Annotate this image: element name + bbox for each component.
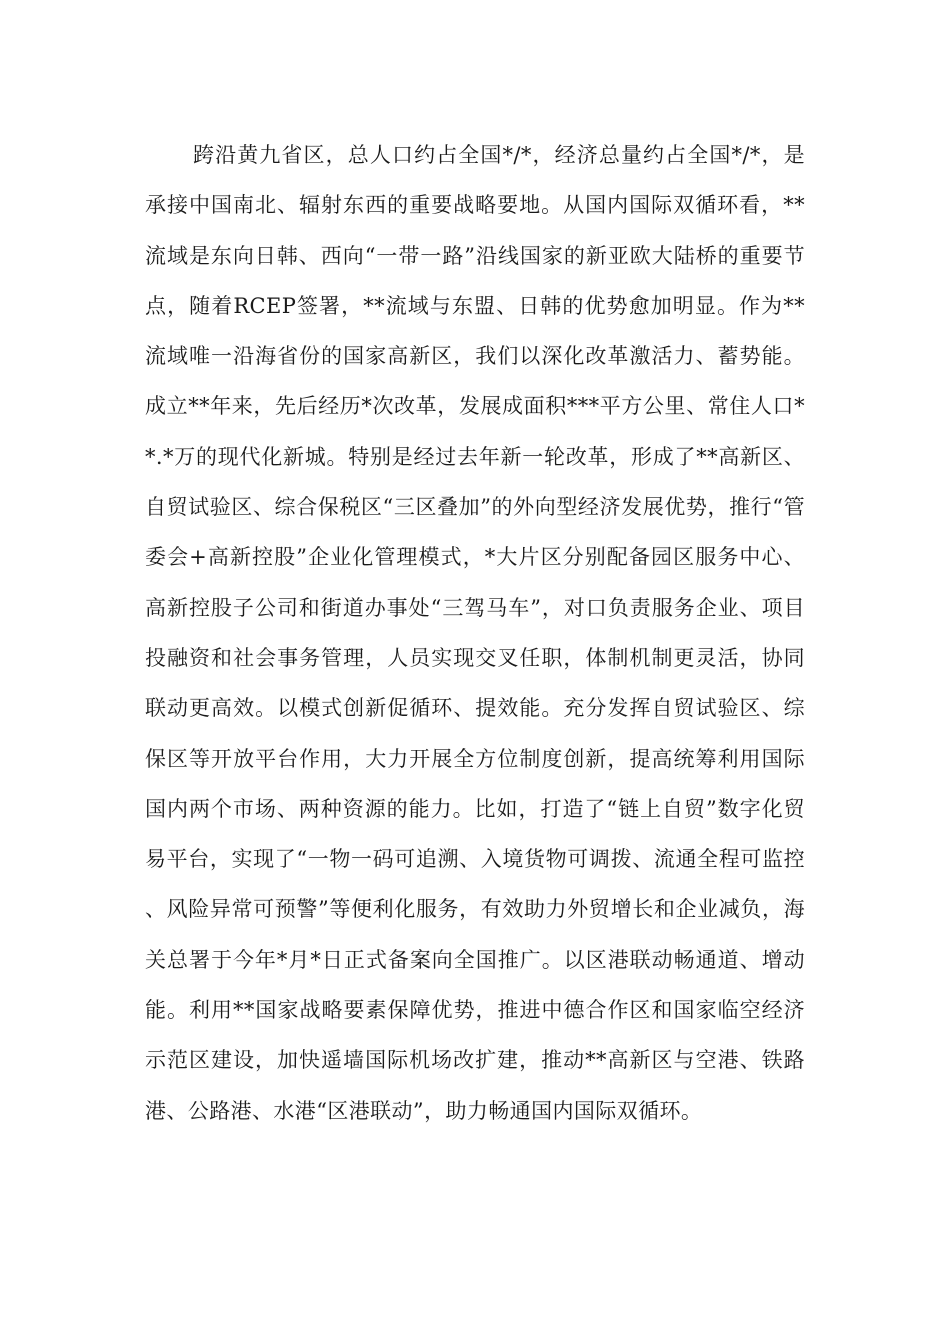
body-paragraph: 跨沿黄九省区，总人口约占全国*/*，经济总量约占全国*/*，是承接中国南北、辐射东西的重要战略要地。从国内国际双循环看，**流域是东向日韩、西向“一带一路”沿线国家的新亚欧大陆桥的重要节点，随着RCEP签署，**流域与东盟、日韩的优势愈加明显。作为**流域唯一沿海省份的国家高新区，我们以深化改革激活力、蓄势能。成立**年来，先后经历*次改革，发展成面积***平方公里、常住人口**.*万的现代化新城。特别是经过去年新一轮改革，形成了**高新区、自贸试验区、综合保税区“三区叠加”的外向型经济发展优势，推行“管委会+高新控股”企业化管理模式，*大片区分别配备园区服务中心、高新控股子公司和街道办事处“三驾马车”，对口负责服务企业、项目投融资和社会事务管理，人员实现交叉任职，体制机制更灵活，协同联动更高效。以模式创新促循环、提效能。充分发挥自贸试验区、综保区等开放平台作用，大力开展全方位制度创新，提高统筹利用国际国内两个市场、两种资源的能力。比如，打造了“链上自贸”数字化贸易平台，实现了“一物一码可追溯、入境货物可调拨、流通全程可监控、风险异常可预警”等便利化服务，有效助力外贸增长和企业减负，海关总署于今年*月*日正式备案向全国推广。以区港联动畅通道、增动能。利用**国家战略要素保障优势，推进中德合作区和国家临空经济示范区建设，加快遥墙国际机场改扩建，推动**高新区与空港、铁路港、公路港、水港“区港联动”，助力畅通国内国际双循环。 — [145, 143, 805, 1123]
